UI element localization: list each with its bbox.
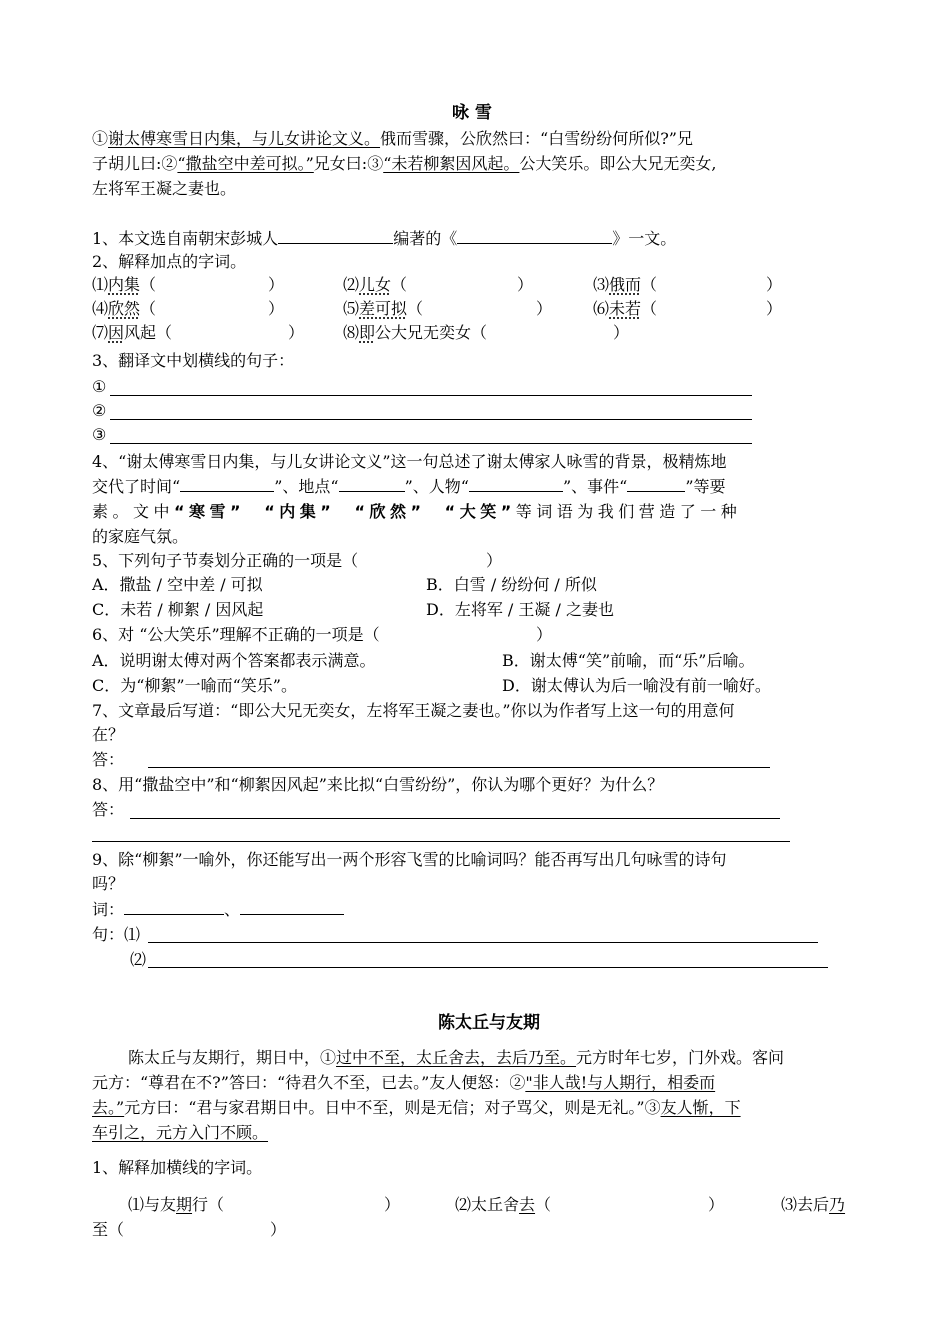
answer-line[interactable] [110, 419, 752, 420]
bracket: ） [708, 1195, 725, 1214]
dotted-word: 未若 [609, 299, 642, 318]
question-text: ”等要 [685, 477, 726, 496]
section2-question-1-title: 1、解释加横线的字词。 [92, 1158, 263, 1177]
passage-text: 元方：“尊君在不?”答曰：“待君久不至，已去。”友人便怒： [92, 1073, 510, 1092]
q2-item-5 [343, 297, 423, 321]
answer-blank[interactable] [457, 227, 612, 244]
bold-keyword: “内集” [264, 502, 336, 521]
question-6-title: 6、对 “公大笑乐”理解不正确的一项是（ [92, 625, 380, 644]
item-number: ⑴ [128, 1195, 145, 1214]
item-text: 风起 [124, 323, 157, 342]
sentence-label [92, 923, 140, 947]
q3-mark-2: ② [92, 401, 107, 420]
answer-blank[interactable] [124, 898, 224, 915]
underlined-sentence-2: "非人哉!与人期行，相委而 [525, 1073, 716, 1092]
question-4-line-1: 4、“谢太傅寒雪日内集，与儿女讲论文义”这一句总述了谢太傅家人咏雪的背景，极精炼地 [92, 452, 727, 471]
section2-title: 陈太丘与友期 [438, 1013, 540, 1033]
bracket: ） [270, 1220, 287, 1239]
item-number: ⑴ [92, 275, 109, 294]
dotted-word: 欣然 [108, 299, 141, 318]
answer-blank[interactable] [339, 475, 405, 492]
underlined-word: 去 [519, 1195, 536, 1214]
question-2-title: 2、解释加点的字词。 [92, 252, 247, 271]
passage2-line-2 [92, 1071, 715, 1095]
passage-text: 兄女曰: [313, 154, 368, 173]
underlined-sentence-3: 车引之，元方入门不顾。 [92, 1123, 269, 1142]
bracket: ） [766, 299, 783, 318]
q2-item-2 [343, 273, 407, 297]
question-9-line-1: 9、除“柳絮”一喻外，你还能写出一两个形容飞雪的比喻词吗？能否再写出几句咏雪的诗句 [92, 850, 727, 869]
s2-q1-item-3-cont: 至（ [92, 1220, 125, 1239]
bracket: ） [288, 323, 305, 342]
question-4-line-2 [92, 475, 726, 499]
item-number: ⑵ [455, 1195, 472, 1214]
bracket: （ [641, 299, 658, 318]
section1-title: 咏 雪 [452, 103, 492, 123]
circle-mark-1: ① [320, 1048, 337, 1067]
passage2-line-4 [92, 1121, 268, 1145]
answer-line[interactable] [92, 841, 790, 842]
item-number: ⑴ [124, 925, 141, 944]
bracket: （ [407, 299, 424, 318]
q2-item-4 [92, 297, 156, 321]
q6-option-b[interactable]: B．谢太傅“笑”前喻，而“乐”后喻。 [502, 651, 755, 670]
dotted-word: 俄而 [609, 275, 642, 294]
item-text: （ [535, 1195, 552, 1214]
item-number: ⑵ [130, 950, 147, 969]
q2-item-1 [92, 273, 156, 297]
passage2-line-1 [128, 1046, 784, 1070]
answer-line[interactable] [148, 767, 770, 768]
bracket: （ [391, 275, 408, 294]
answer-blank[interactable] [180, 475, 274, 492]
question-text: ”、人物“ [404, 477, 469, 496]
item-text: 太丘舍 [471, 1195, 520, 1214]
q2-item-6 [593, 297, 657, 321]
q6-option-c[interactable]: C．为“柳絮”一喻而“笑乐”。 [92, 676, 297, 695]
passage-text: 公大笑乐。即公大兄无奕女, [519, 154, 717, 173]
dotted-word: 差可拟 [359, 299, 408, 318]
separator: 、 [224, 900, 241, 919]
passage-text: 俄而雪骤，公欣然曰：“白雪纷纷何所似?”兄 [380, 129, 693, 148]
answer-line[interactable] [148, 942, 818, 943]
question-8-line-1: 8、用“撒盐空中”和“柳絮因风起”来比拟“白雪纷纷”，你认为哪个更好？为什么？ [92, 775, 664, 794]
underlined-sentence-2: 去。” [92, 1098, 125, 1117]
q5-option-b[interactable]: B．白雪 / 纷纷何 / 所似 [426, 575, 597, 594]
passage-text: 元方曰：“君与家君期日中。日中不至，则是无信；对子骂父，则是无礼。” [124, 1098, 645, 1117]
q6-option-a[interactable]: A．说明谢太傅对两个答案都表示满意。 [92, 651, 376, 670]
circle-mark-3: ③ [367, 154, 384, 173]
question-text: 等词语为我们营造了一种 [515, 502, 742, 521]
q2-item-7 [92, 321, 172, 345]
bracket: （ [140, 299, 157, 318]
question-4-line-3 [92, 500, 741, 524]
item-text: 行（ [192, 1195, 225, 1214]
bold-keyword: “欣然” [354, 502, 426, 521]
q5-option-c[interactable]: C．未若 / 柳絮 / 因风起 [92, 600, 264, 619]
question-7-line-1: 7、文章最后写道：“即公大兄无奕女，左将军王凝之妻也。”你以为作者写上这一句的用意何 [92, 701, 735, 720]
item-text: 公大兄无奕女 [375, 323, 472, 342]
question-4-line-4: 的家庭气氛。 [92, 527, 189, 546]
item-text: 与友 [144, 1195, 177, 1214]
dotted-word: 因 [108, 323, 125, 342]
answer-label: 答： [92, 750, 125, 769]
bracket: （ [641, 275, 658, 294]
passage-text: 陈太丘与友期行，期日中， [128, 1048, 321, 1067]
dotted-word: 即 [359, 323, 376, 342]
underlined-word: 乃 [829, 1195, 846, 1214]
item-number: ⑶ [781, 1195, 798, 1214]
answer-line[interactable] [110, 395, 752, 396]
q5-option-d[interactable]: D．左将军 / 王凝 / 之妻也 [426, 600, 614, 619]
q3-mark-1: ① [92, 377, 107, 396]
q2-item-8 [343, 321, 487, 345]
underlined-sentence-1: 过中不至，太丘舍去，去后乃至。 [336, 1048, 577, 1067]
question-text: 素。文中 [92, 502, 175, 521]
s2-q1-item-2 [455, 1193, 551, 1217]
bracket: ） [384, 1195, 401, 1214]
word-label: 词： [92, 900, 125, 919]
bracket: （ [471, 323, 488, 342]
question-3-title: 3、翻译文中划横线的句子： [92, 351, 295, 370]
bold-keyword: “大笑” [444, 502, 516, 521]
bracket: ） [536, 625, 553, 644]
bracket: ） [613, 323, 630, 342]
question-5-title: 5、下列句子节奏划分正确的一项是（ [92, 551, 359, 570]
item-number: ⑶ [593, 275, 610, 294]
item-number: ⑷ [92, 299, 109, 318]
item-number: ⑸ [343, 299, 360, 318]
answer-blank[interactable] [240, 898, 344, 915]
question-1 [92, 227, 676, 251]
passage-line-3: 左将军王凝之妻也。 [92, 179, 237, 198]
bracket: ） [268, 299, 285, 318]
answer-line[interactable] [110, 443, 752, 444]
underlined-sentence-2: “撒盐空中差可拟。” [177, 154, 314, 173]
passage2-line-3 [92, 1096, 741, 1120]
item-number: ⑻ [343, 323, 360, 342]
answer-blank[interactable] [278, 227, 393, 244]
bracket: （ [140, 275, 157, 294]
passage-line-1 [92, 127, 693, 151]
circle-mark-3: ③ [644, 1098, 661, 1117]
underlined-sentence-3: “未若柳絮因风起。 [383, 154, 520, 173]
circle-mark-1: ① [92, 129, 109, 148]
bold-keyword: “寒雪” [174, 502, 246, 521]
answer-label: 答： [92, 800, 125, 819]
bracket: （ [156, 323, 173, 342]
bracket: ） [268, 275, 285, 294]
underlined-sentence-3: 友人惭，下 [660, 1098, 741, 1117]
passage-text: 元方时年七岁，门外戏。客问 [576, 1048, 785, 1067]
circle-mark-2: ② [161, 154, 178, 173]
question-7-line-2: 在？ [92, 725, 125, 744]
dotted-word: 儿女 [359, 275, 392, 294]
answer-line[interactable] [130, 818, 780, 819]
circle-mark-2: ② [509, 1073, 526, 1092]
underlined-sentence-1: 谢太傅寒雪日内集，与儿女讲论文义。 [108, 129, 381, 148]
answer-line[interactable] [148, 967, 828, 968]
q5-option-a[interactable]: A．撒盐 / 空中差 / 可拟 [92, 575, 263, 594]
item-number: ⑹ [593, 299, 610, 318]
question-text: ”、事件“ [562, 477, 628, 496]
bracket: ） [766, 275, 783, 294]
item-text: 去后 [797, 1195, 830, 1214]
question-text: ”、地点“ [274, 477, 339, 496]
bracket: ） [536, 299, 553, 318]
passage-line-2 [92, 152, 717, 176]
question-9-line-2: 吗？ [92, 874, 125, 893]
q6-option-d[interactable]: D．谢太傅认为后一喻没有前一喻好。 [502, 676, 771, 695]
sentence-label-text: 句： [92, 925, 125, 944]
answer-blank[interactable] [627, 475, 685, 492]
question-text: 交代了时间“ [92, 477, 181, 496]
s2-q1-item-1 [128, 1193, 224, 1217]
question-text: 1、本文选自南朝宋彭城人 [92, 229, 279, 248]
item-number: ⑺ [92, 323, 109, 342]
question-text: 编著的《 [393, 229, 458, 248]
passage-text: 子胡儿曰: [92, 154, 162, 173]
q3-mark-3: ③ [92, 425, 107, 444]
underlined-word: 期 [176, 1195, 193, 1214]
q2-item-3 [593, 273, 657, 297]
question-text: 》一文。 [612, 229, 677, 248]
bracket: ） [517, 275, 534, 294]
dotted-word: 内集 [108, 275, 141, 294]
answer-blank[interactable] [469, 475, 563, 492]
s2-q1-item-3 [781, 1193, 845, 1217]
item-number: ⑵ [343, 275, 360, 294]
bracket: ） [486, 551, 503, 570]
word-answer-row [92, 898, 344, 922]
